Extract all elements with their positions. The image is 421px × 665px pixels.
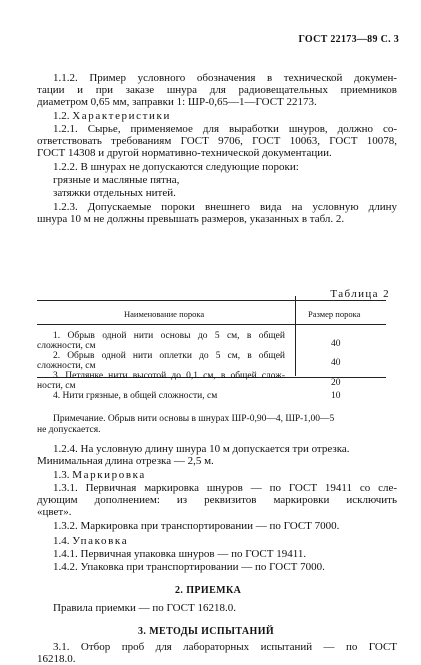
table-header-rule [37, 324, 386, 325]
section-2-heading: 2. ПРИЕМКА [175, 585, 242, 596]
table-note-line-2: не допускается. [37, 425, 101, 435]
paragraph-1-1-2-line-2: тации и при заказе шнура для радиовещательных приемников [37, 84, 397, 96]
paragraph-1-3-1-line-3: «цвет». [37, 506, 72, 518]
paragraph-1-4-1: 1.4.1. Первичная упаковка шнуров — по ГОСТ 19411. [53, 548, 307, 560]
table-row-1-value: 40 [331, 339, 341, 349]
paragraph-1-1-2-line-3: диаметром 0,65 мм, заправки 1: ШР-0,65—1—ГОСТ 22173. [37, 96, 317, 108]
paragraph-1-2-4-line-2: Минимальная длина отрезка — 2,5 м. [37, 455, 214, 467]
table-top-rule [37, 300, 386, 301]
paragraph-1-2-2-line-2: грязные и масляные пятна, [53, 174, 180, 186]
section-1-2-number: 1.2. [53, 110, 70, 122]
paragraph-1-2-3-line-2: шнура 10 м не должны превышать размеров, указанных в табл. 2. [37, 213, 345, 225]
paragraph-1-2-4-line-1: 1.2.4. На условную длину шнура 10 м допускается три отрезка. [53, 443, 350, 455]
table-caption: Таблица 2 [330, 288, 390, 300]
section-1-2-title: Характеристики [72, 110, 171, 122]
section-1-4-heading [53, 535, 128, 547]
paragraph-1-2-1-line-1: 1.2.1. Сырье, применяемое для выработки шнуров, должно со- [53, 123, 397, 135]
paragraph-1-2-1-line-2: ответствовать требованиям ГОСТ 9706, ГОСТ 10063, ГОСТ 10078, [37, 135, 397, 147]
table-header-name: Наименование порока [124, 309, 205, 319]
table-row-3-name-line-2: ности, см [37, 381, 76, 391]
page-header-ref: ГОСТ 22173—89 С. 3 [298, 34, 399, 45]
section-3-heading: 3. МЕТОДЫ ИСПЫТАНИЙ [138, 626, 275, 637]
section-1-3-heading [53, 469, 146, 481]
paragraph-1-2-3-line-1: 1.2.3. Допускаемые пороки внешнего вида на условную длину [53, 201, 397, 213]
section-1-4-title: Упаковка [72, 535, 129, 547]
table-note-line-1: Примечание. Обрыв нити основы в шнурах ШР-0,90—4, ШР-1,00—5 [53, 414, 335, 424]
table-row-1-name-line-2: сложности, см [37, 341, 96, 351]
table-row-3-value: 20 [331, 378, 341, 388]
section-1-3-number: 1.3. [53, 469, 70, 481]
paragraph-1-3-1-line-2: дующим дополнением: из реквизитов маркировки исключить [37, 494, 397, 506]
table-header-size: Размер порока [308, 309, 361, 319]
section-1-2-heading [53, 110, 171, 122]
table-row-4-value: 10 [331, 391, 341, 401]
paragraph-1-3-1-line-1: 1.3.1. Первичная маркировка шнуров — по ГОСТ 19411 со сле- [53, 482, 397, 494]
paragraph-3-1-line-2: 16218.0. [37, 653, 76, 665]
table-row-2-value: 40 [331, 358, 341, 368]
paragraph-3-1-line-1: 3.1. Отбор проб для лабораторных испытаний — по ГОСТ [53, 641, 397, 653]
table-row-2-name-line-1: 2. Обрыв одной нити оплетки до 5 см, в общей [53, 351, 285, 361]
paragraph-1-2-1-line-3: ГОСТ 14308 и другой нормативно-технической документации. [37, 147, 332, 159]
table-row-1-name-line-1: 1. Обрыв одной нити основы до 5 см, в общей [53, 331, 285, 341]
paragraph-1-1-2-line-1: 1.1.2. Пример условного обозначения в технической докумен- [53, 72, 397, 84]
table-row-2-name-line-2: сложности, см [37, 361, 96, 371]
section-1-3-title: Маркировка [72, 469, 146, 481]
paragraph-1-2-2-line-1: 1.2.2. В шнурах не допускаются следующие пороки: [53, 161, 299, 173]
table-column-divider [295, 296, 296, 376]
paragraph-1-3-2: 1.3.2. Маркировка при транспортировании — по ГОСТ 7000. [53, 520, 340, 532]
paragraph-1-4-2: 1.4.2. Упаковка при транспортировании — по ГОСТ 7000. [53, 561, 325, 573]
paragraph-1-2-2-line-3: затяжки отдельных нитей. [53, 187, 176, 199]
paragraph-2: Правила приемки — по ГОСТ 16218.0. [53, 602, 236, 614]
section-1-4-number: 1.4. [53, 535, 70, 547]
table-row-3-name-line-1: 3. Петлянке нити высотой до 0,1 см, в общей слож- [53, 371, 285, 381]
table-row-4-name: 4. Нити грязные, в общей сложности, см [53, 391, 218, 401]
